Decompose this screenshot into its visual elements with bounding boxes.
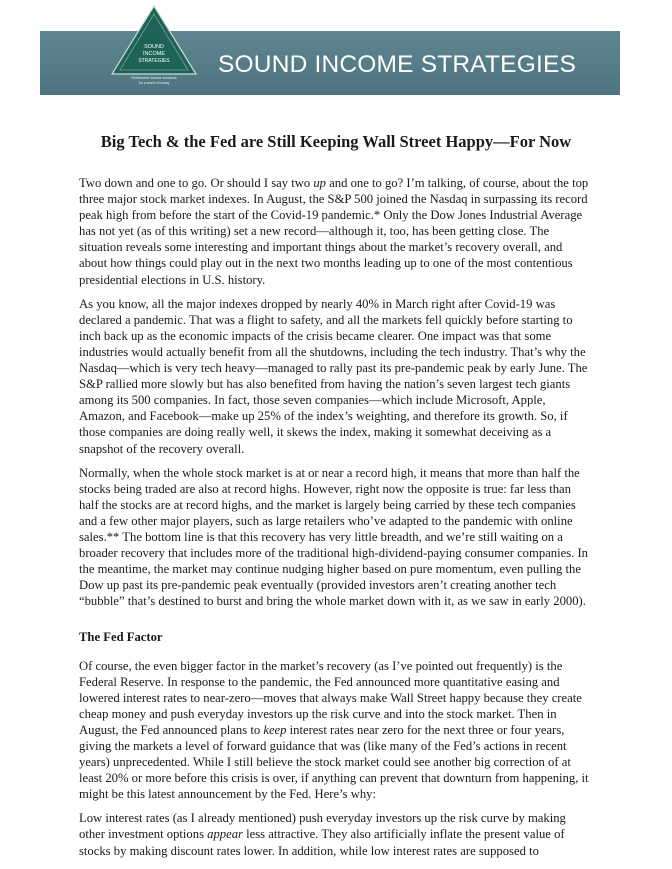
paragraph-1: Two down and one to go. Or should I say two up and one to go? I’m talking, of course, about the top three major stock market indexes. In August, the S&P 500 joined the Nasdaq in surpassing its record peak high from before the start of the Covid-19 pandemic.* Only the Dow Jones Industrial Average has not yet (as of this writing) set a new record—although it, too, has been getting close. The situation reveals some interesting and important things about the market’s recovery overall, and about how things could play out in the next two months leading up to one of the most contentious presidential elections in U.S. history. xyxy=(79,176,589,287)
brand-name: SOUND INCOME STRATEGIES xyxy=(218,51,577,78)
logo-line3: STRATEGIES xyxy=(138,58,170,64)
logo-caption1: Retirement income solutions xyxy=(131,76,177,80)
paragraph-5: Low interest rates (as I already mentioned) push everyday investors up the risk curve by making other investment options appear less attractive. They also artificially inflate the present value of stocks by making discount rates lower. In addition, while low interest rates are supposed to xyxy=(79,811,566,858)
logo-caption2: for a world of today xyxy=(138,81,170,85)
paragraph-2: As you know, all the major indexes dropped by nearly 40% in March right after Covid-19 was declared a pandemic. That was a flight to safety, and all the markets fell quickly before starting to inch back up as the economic impacts of the crisis became clearer. One impact was that some industries would actually benefit from all the shutdowns, including the tech industry. That’s why the Nasdaq—which is very tech heavy—managed to rally past its pre-pandemic peak by early June. The S&P rallied more slowly but has also benefited from having the nation’s seven largest tech giants among its 500 companies. In fact, those seven companies—which include Microsoft, Apple, Amazon, and Facebook—make up 25% of the index’s weighting, and therefore its growth. So, if those companies are doing really well, it skews the index, making it somewhat deceiving as a snapshot of the recovery overall. xyxy=(79,296,588,456)
article-body xyxy=(79,175,591,867)
paragraph-4: Of course, the even bigger factor in the market’s recovery (as I’ve pointed out frequently) is the Federal Reserve. In response to the pandemic, the Fed announced more quantitative easing and lowered interest rates to near-zero—moves that always make Wall Street happy because they create cheap money and push everyday investors up the risk curve and into the stock market. Then in August, the Fed announced plans to keep interest rates near zero for the next three or four years, giving the markets a level of forward guidance that was (like many of the Fed’s actions in recent years) unprecedented. While I still believe the stock market could see another big correction of at least 20% or more before this crisis is over, if anything can prevent that downturn from happening, it might be this latest announcement by the Fed. Here’s why: xyxy=(79,658,589,802)
company-logo xyxy=(108,4,200,86)
section-heading: The Fed Factor xyxy=(79,630,163,645)
logo-line2: INCOME xyxy=(143,51,165,57)
paragraph-3: Normally, when the whole stock market is at or near a record high, it means that more than half the stocks being traded are also at record highs. However, right now the opposite is true: far less than half the stocks are at record highs, and the market is largely being carried by these tech companies and a few other major players, such as large retailers who’ve adapted to the pandemic with online sales.** The bottom line is that this recovery has very little breadth, and we’re still waiting on a broader recovery that includes more of the traditional high-dividend-paying consumer companies. In the meantime, the market may continue nudging higher based on pure momentum, even pulling the Dow up past its pre-pandemic peak eventually (provided investors aren’t creating another tech “bubble” that’s destined to burst and bring the whole market down with it, as we saw in early 2000). xyxy=(79,465,588,609)
logo-line1: SOUND xyxy=(144,44,164,50)
article-title: Big Tech & the Fed are Still Keeping Wall Street Happy—For Now xyxy=(100,132,572,151)
